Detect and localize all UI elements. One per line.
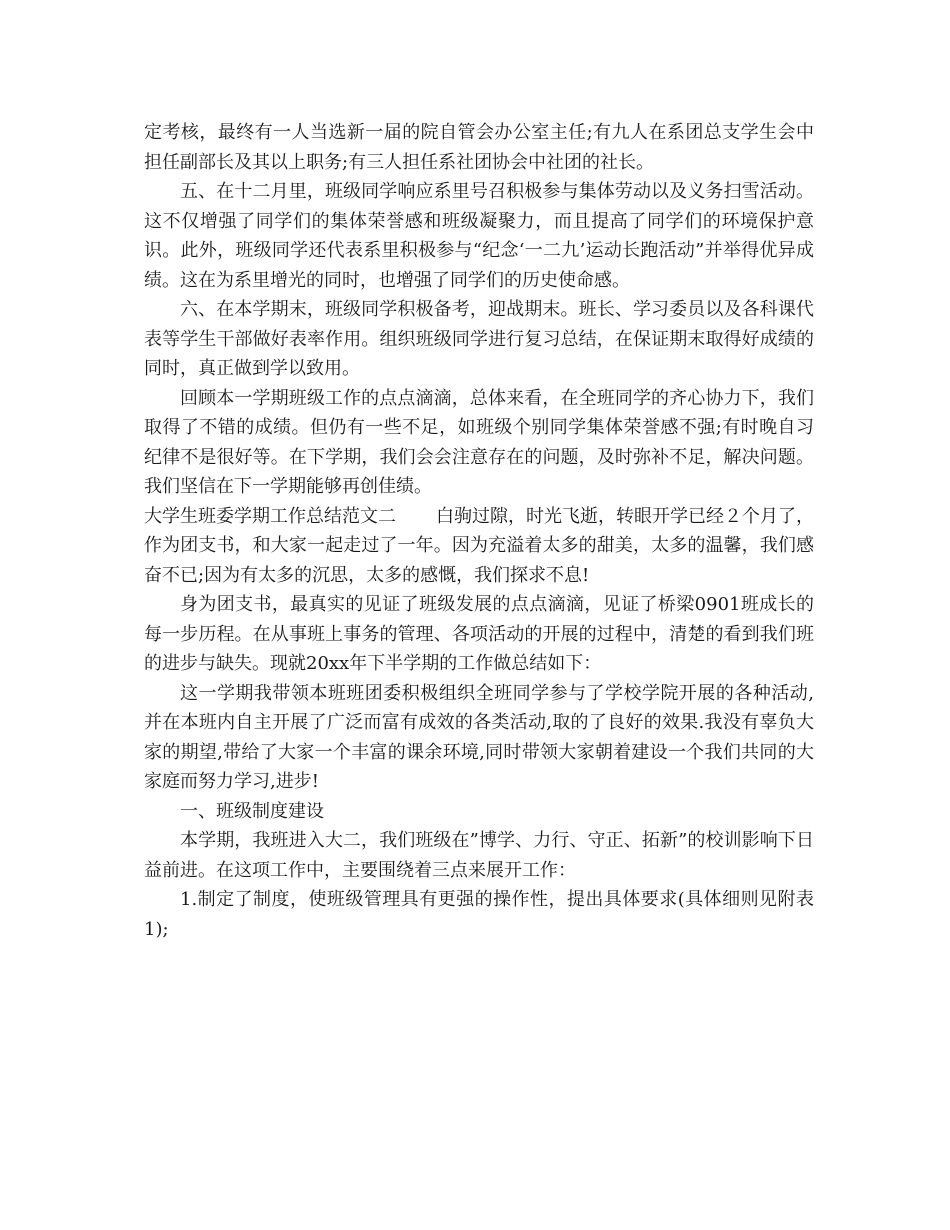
paragraph-2: 五、在十二月里，班级同学响应系里号召积极参与集体劳动以及义务扫雪活动。这不仅增强了同学们的集体荣誉感和班级凝聚力，而且提高了同学们的环境保护意识。此外，班级同学还代表系里积极参与“纪念‘一二九’运动长跑活动”并举得优异成绩。这在为系里增光的同时，也增强了同学们的历史使命感。 bbox=[144, 181, 814, 291]
paragraph-7: 这一学期我带领本班班团委积极组织全班同学参与了学校学院开展的各种活动,并在本班内自主开展了广泛而富有成效的各类活动,取的了良好的效果.我没有辜负大家的期望,带给了大家一个丰富的课余环境,同时带领大家朝着建设一个我们共同的大家庭而努力学习,进步! bbox=[144, 682, 814, 792]
paragraph-9: 本学期，我班进入大二，我们班级在”博学、力行、守正、拓新”的校训影响下日益前进。在这项工作中，主要围绕着三点来展开工作： bbox=[144, 830, 814, 881]
paragraph-3: 六、在本学期末，班级同学积极备考，迎战期末。班长、学习委员以及各科课代表等学生干部做好表率作用。组织班级同学进行复习总结，在保证期末取得好成绩的同时，真正做到学以致用。 bbox=[144, 299, 814, 379]
paragraph-1: 定考核，最终有一人当选新一届的院自管会办公室主任;有九人在系团总支学生会中担任副部长及其以上职务;有三人担任系社团协会中社团的社长。 bbox=[144, 122, 814, 173]
paragraph-5-text: 白驹过隙，时光飞逝，转眼开学已经２个月了，作为团支书，和大家一起走过了一年。因为充溢着太多的甜美，太多的温馨，我们感奋不已;因为有太多的沉思，太多的感慨，我们探求不息! bbox=[144, 505, 814, 586]
document-body bbox=[144, 118, 814, 944]
section-title-class-system: 一、班级制度建设 bbox=[180, 800, 324, 822]
section-heading: 大学生班委学期工作总结范文二 bbox=[144, 505, 396, 527]
paragraph-10: 1.制定了制度，使班级管理具有更强的操作性，提出具体要求(具体细则见附表1); bbox=[144, 889, 814, 940]
paragraph-4: 回顾本一学期班级工作的点点滴滴，总体来看，在全班同学的齐心协力下，我们取得了不错的成绩。但仍有一些不足，如班级个别同学集体荣誉感不强;有时晚自习纪律不是很好等。在下学期，我们会会注意存在的问题，及时弥补不足，解决问题。我们坚信在下一学期能够再创佳绩。 bbox=[144, 387, 814, 497]
paragraph-6: 身为团支书，最真实的见证了班级发展的点点滴滴，见证了桥梁0901班成长的每一步历程。在从事班上事务的管理、各项活动的开展的过程中，清楚的看到我们班的进步与缺失。现就20xx年下半学期的工作做总结如下： bbox=[144, 594, 814, 674]
paragraph-5 bbox=[144, 502, 814, 591]
